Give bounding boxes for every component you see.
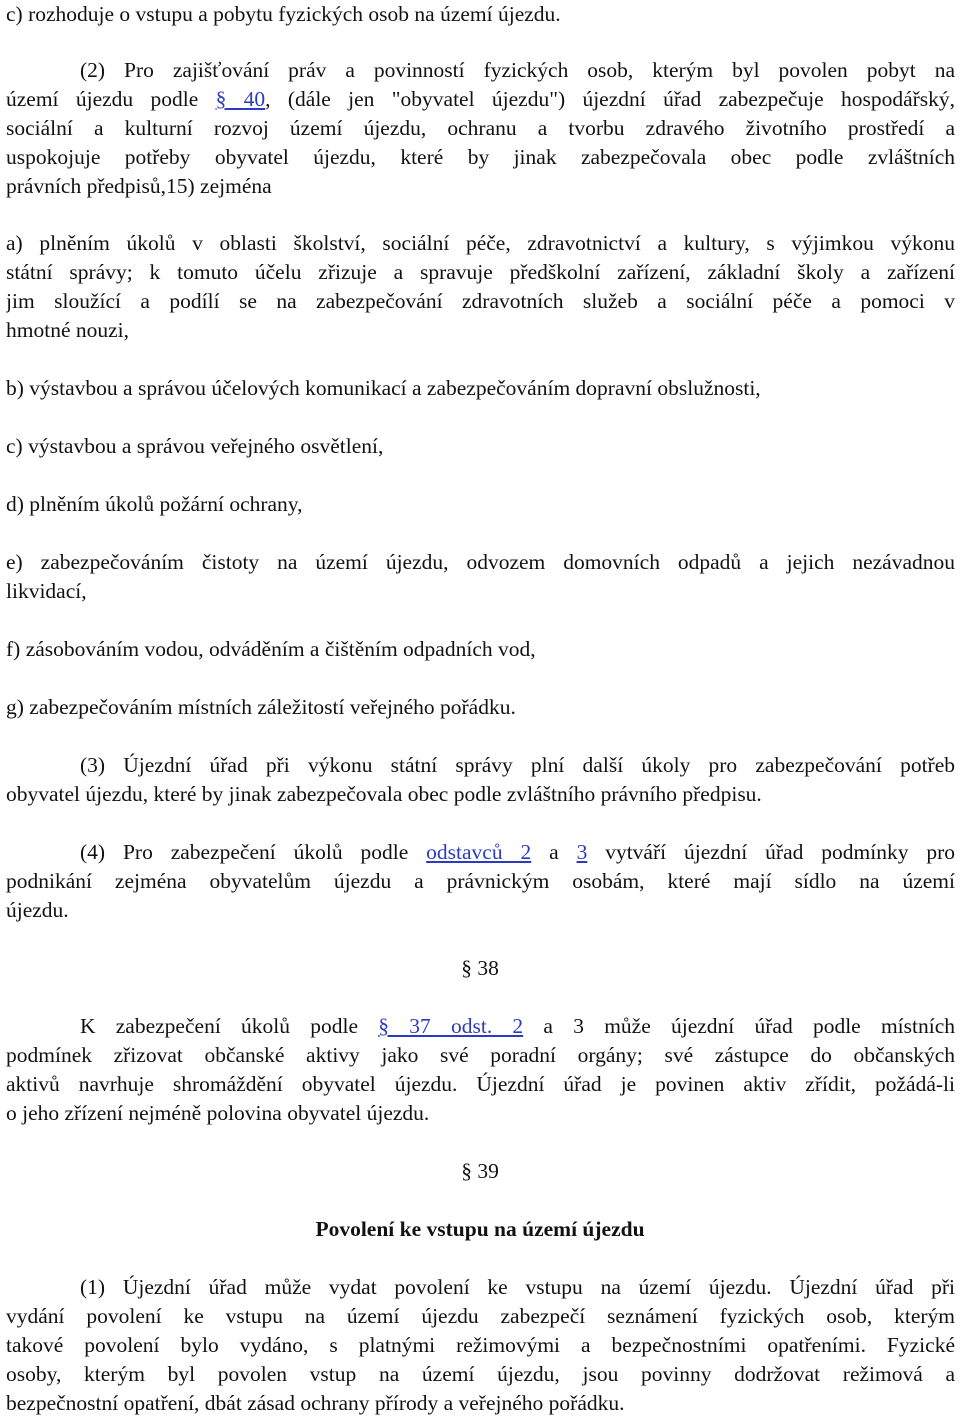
paragraph-4-line (6, 838, 955, 867)
list-item-d: d) plněním úkolů požární ochrany, (6, 492, 303, 516)
list-item-a: a) plněním úkolů v oblasti školství, sociální péče, zdravotnictví a kultury, s výjimkou výkonu (6, 231, 955, 255)
text-line: sociální a kulturní rozvoj území újezdu, ochranu a tvorbu zdravého životního prostředí a (6, 116, 955, 140)
text-line: osoby, kterým byl povolen vstup na území újezdu, jsou povinny dodržovat režimová a (6, 1362, 955, 1386)
text-span: území újezdu podle (6, 87, 216, 111)
section-sign: § (215, 87, 227, 111)
section-39-line: (1) Újezdní úřad může vydat povolení ke vstupu na území újezdu. Újezdní úřad při (80, 1275, 955, 1299)
text-line: aktivů navrhuje shromáždění obyvatel újezdu. Újezdní úřad je povinen aktiv zřídit, požádá-li (6, 1072, 955, 1096)
text-line: o jeho zřízení nejméně polovina obyvatel újezdu. (6, 1101, 430, 1125)
section-38-heading: § 38 (461, 956, 499, 980)
list-item-g: g) zabezpečováním místních záležitostí veřejného pořádku. (6, 695, 516, 719)
text-line: podnikání zejména obyvatelům újezdu a právnickým osobám, které mají sídlo na území (6, 869, 955, 893)
list-item-c: c) výstavbou a správou veřejného osvětlení, (6, 434, 384, 458)
section-38-line (6, 1012, 955, 1041)
paragraph-2-line (6, 85, 955, 114)
section-39-title: Povolení ke vstupu na území újezdu (315, 1217, 645, 1241)
paragraph-3-line: (3) Újezdní úřad při výkonu státní správy plní další úkoly pro zabezpečování potřeb (80, 753, 955, 777)
paragraph-2-line: (2) Pro zajišťování práv a povinností fyzických osob, kterým byl povolen pobyt na (80, 58, 955, 82)
text-span: (4) Pro zabezpečení úkolů podle (80, 840, 427, 864)
section-40-link[interactable] (216, 87, 266, 111)
text-line: státní správy; k tomuto účelu zřizuje a spravuje předškolní zařízení, základní školy a zařízení (6, 260, 955, 284)
section-39-heading: § 39 (461, 1159, 499, 1183)
odstavec-3-link[interactable]: 3 (576, 840, 588, 864)
text-line: vydání povolení ke vstupu na území újezdu zabezpečí seznámení fyzických osob, kterým (6, 1304, 955, 1328)
text-line: c) rozhoduje o vstupu a pobytu fyzických osob na území újezdu. (6, 2, 561, 26)
text-line: podmínek zřizovat občanské aktivy jako své poradní orgány; své zástupce do občanských (6, 1043, 955, 1067)
text-span: , (dále jen "obyvatel újezdu") újezdní úřad zabezpečuje hospodářský, (265, 87, 955, 111)
text-line: hmotné nouzi, (6, 318, 130, 342)
section-37-link[interactable]: § 37 odst. 2 (378, 1014, 524, 1038)
text-line: bezpečnostní opatření, dbát zásad ochrany přírody a veřejného pořádku. (6, 1391, 625, 1415)
text-line: uspokojuje potřeby obyvatel újezdu, které by jinak zabezpečovala obec podle zvláštních (6, 145, 955, 169)
list-item-e: e) zabezpečováním čistoty na území újezdu, odvozem domovních odpadů a jejich nezávadnou (6, 550, 955, 574)
link-number: 40 (243, 87, 266, 111)
text-line: likvidací, (6, 579, 87, 603)
text-line: takové povolení bylo vydáno, s platnými režimovými a bezpečnostními opatřeními. Fyzické (6, 1333, 955, 1357)
text-span: K zabezpečení úkolů podle (80, 1014, 379, 1038)
text-line: jim sloužící a podílí se na zabezpečování zdravotních služeb a sociální péče a pomoci v (6, 289, 955, 313)
text-line: obyvatel újezdu, které by jinak zabezpečovala obec podle zvláštního právního předpisu. (6, 782, 762, 806)
list-item-b: b) výstavbou a správou účelových komunikací a zabezpečováním dopravní obslužnosti, (6, 376, 761, 400)
text-span: vytváří újezdní úřad podmínky pro (587, 840, 955, 864)
list-item-f: f) zásobováním vodou, odváděním a čištěním odpadních vod, (6, 637, 536, 661)
text-span: a 3 může újezdní úřad podle místních (523, 1014, 955, 1038)
text-span: a (531, 840, 577, 864)
text-line: právních předpisů,15) zejména (6, 174, 272, 198)
odstavcu-2-link[interactable]: odstavců 2 (426, 840, 532, 864)
text-line: újezdu. (6, 898, 69, 922)
